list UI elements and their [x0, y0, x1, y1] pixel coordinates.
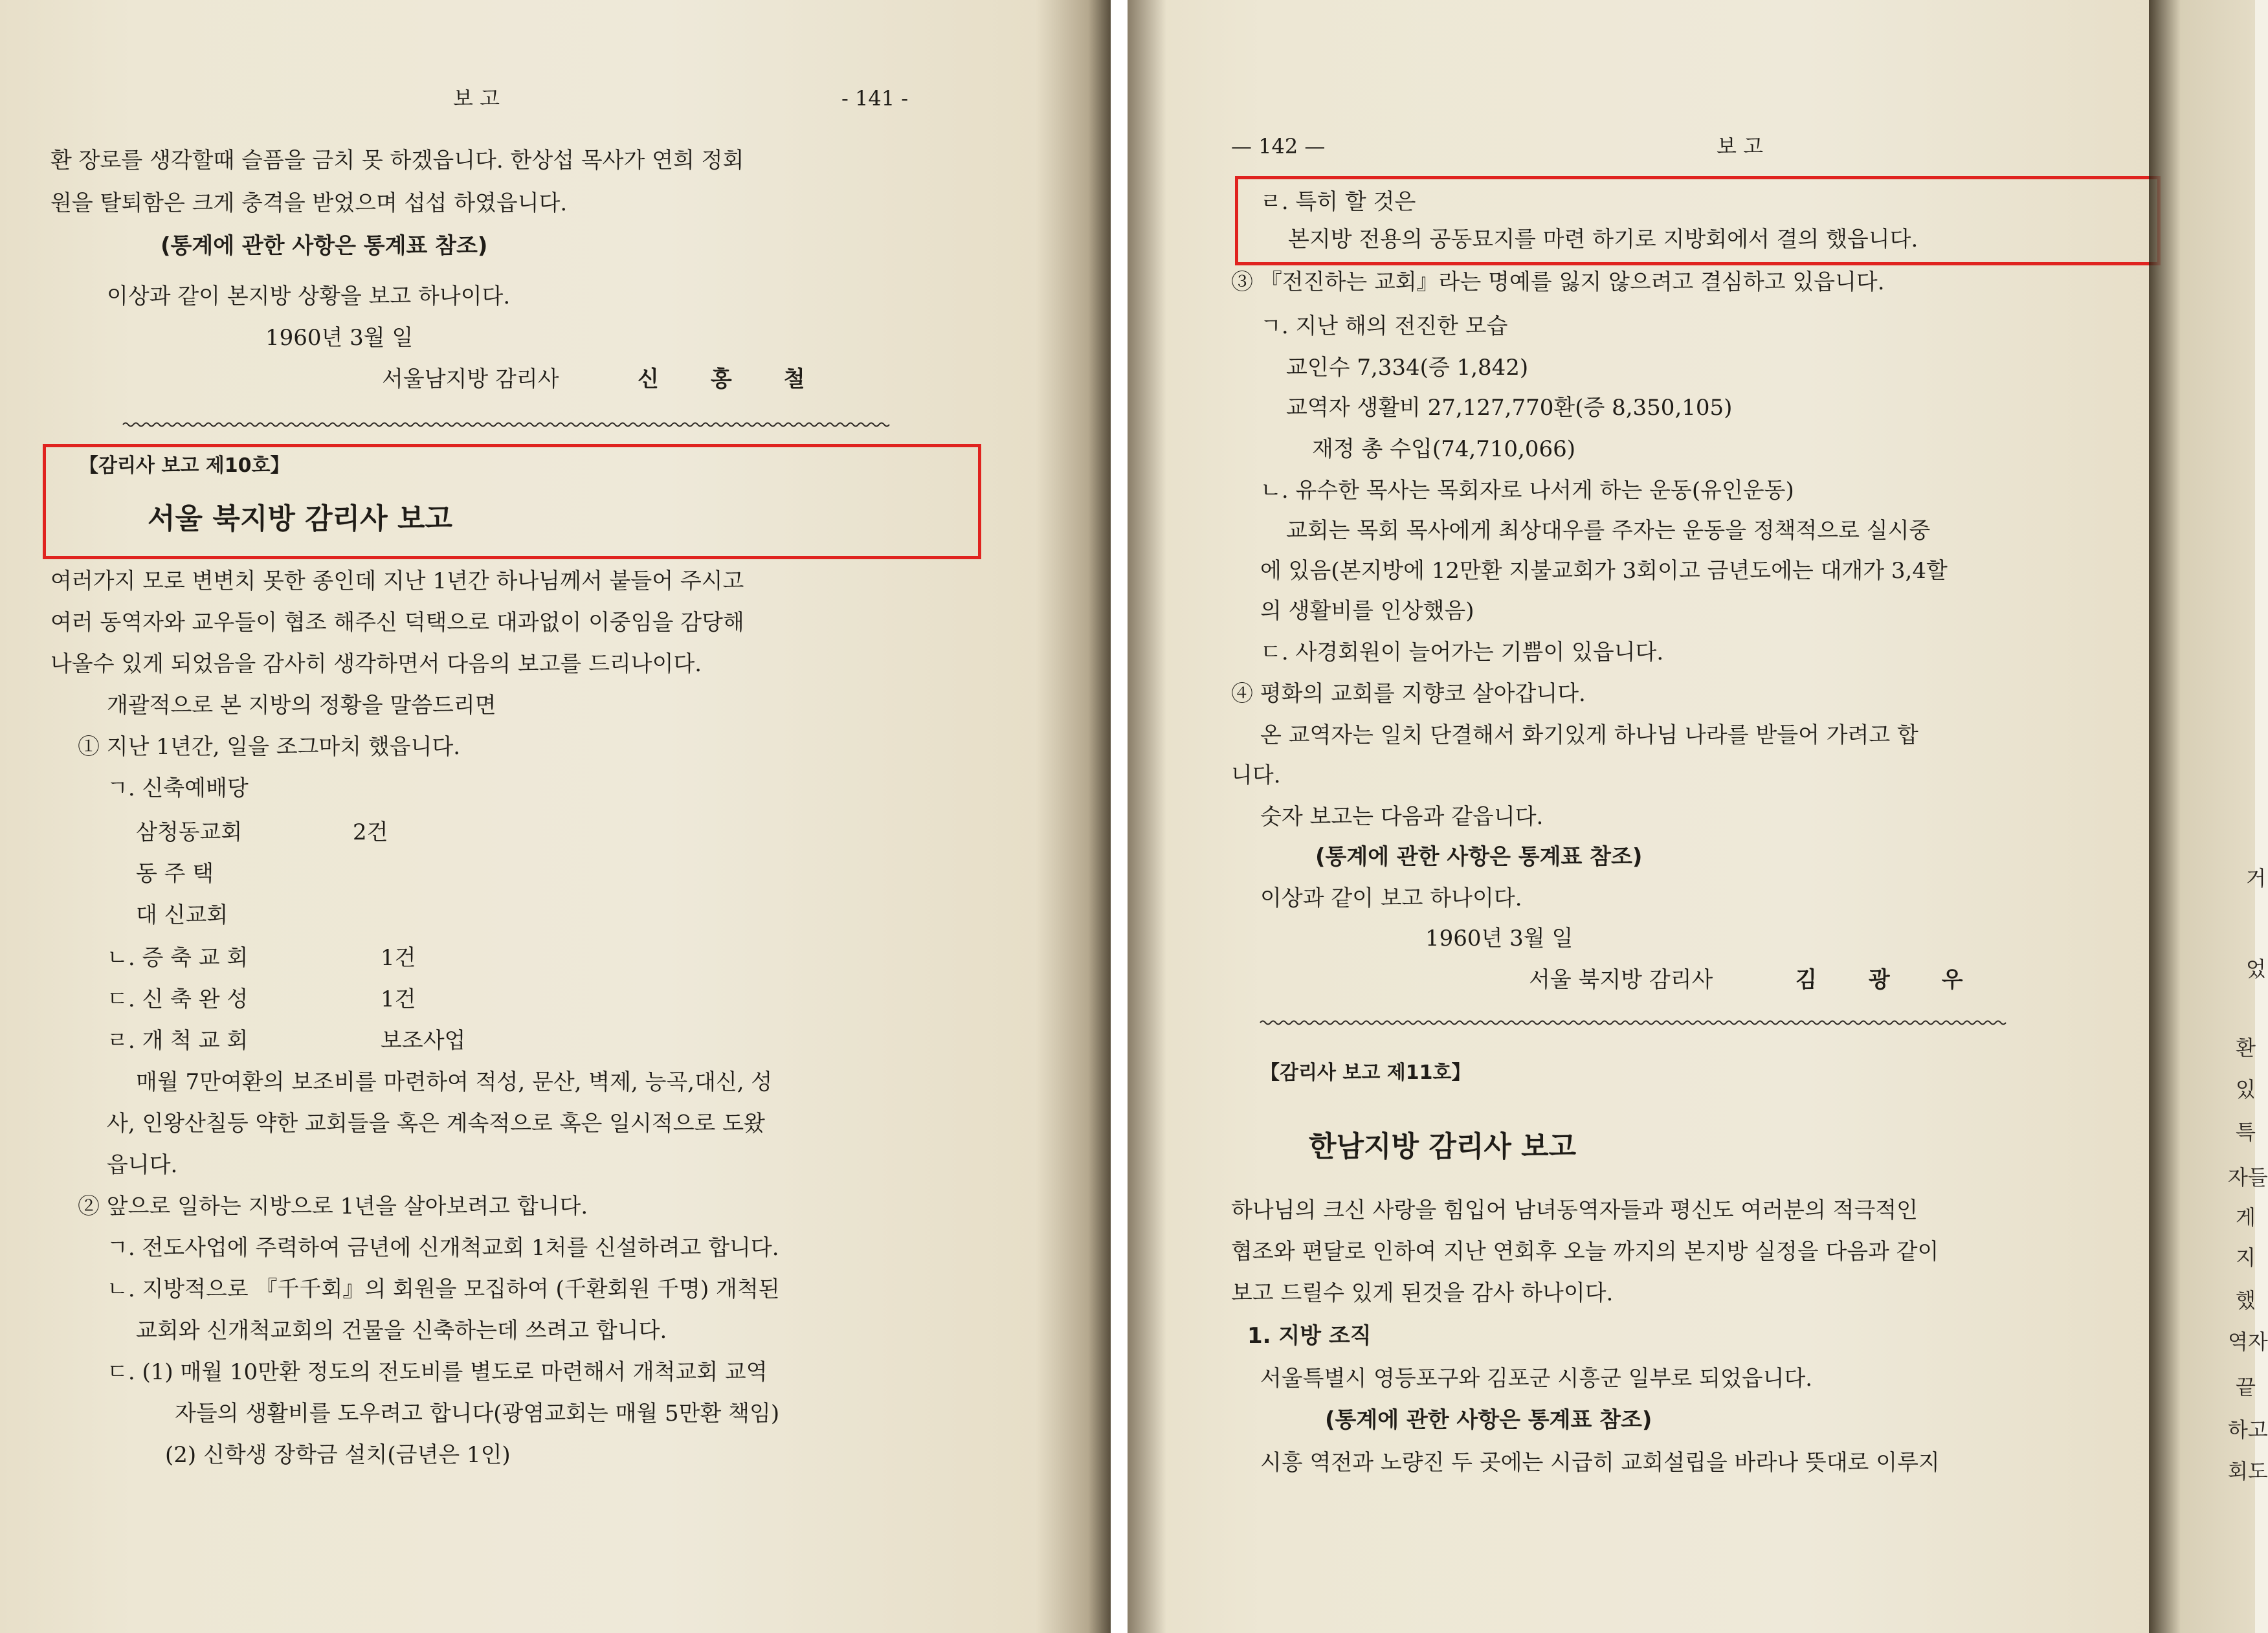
left-list-count: 1건: [381, 945, 416, 971]
edge-fragment: 게: [2236, 1205, 2256, 1230]
left-list-item: ㄴ. 증 축 교 회: [107, 945, 249, 971]
right-boxed-line-2: 본지방 전용의 공동묘지를 마련 하기로 지방회에서 결의 했읍니다.: [1288, 227, 1918, 252]
left-list-count: 보조사업: [381, 1028, 466, 1054]
edge-fragment: 거: [2246, 866, 2266, 891]
left-body-line: (2) 신학생 장학금 설치(금년은 1인): [165, 1442, 511, 1468]
left-date: 1960년 3월 일: [265, 325, 414, 351]
left-body-line: ② 앞으로 일하는 지방으로 1년을 살아보려고 합니다.: [78, 1194, 588, 1219]
right-section-heading: 1. 지방 조직: [1247, 1323, 1372, 1349]
left-body-line: 사, 인왕산칠등 약한 교회들을 혹은 계속적으로 혹은 일시적으로 도왔: [107, 1111, 765, 1137]
left-report-title: 서울 북지방 감리사 보고: [148, 502, 452, 535]
edge-fragment: 지: [2236, 1245, 2256, 1270]
right-body-line: 교인수 7,334(증 1,842): [1286, 355, 1529, 381]
edge-fragment: 환: [2236, 1036, 2256, 1060]
right-body2-line: 협조와 편달로 인하여 지난 연회후 오늘 까지의 본지방 실정을 다음과 같이: [1231, 1239, 1939, 1265]
edge-fragment: 있: [2236, 1077, 2256, 1102]
left-list-item: ㄹ. 개 척 교 회: [107, 1028, 249, 1054]
left-page-gutter-shadow: [1036, 0, 1111, 1633]
left-header-title: 보 고: [453, 86, 500, 111]
right-body-line: 에 있음(본지방에 12만환 지불교회가 3회이고 금년도에는 대개가 3,4할: [1260, 558, 1948, 584]
edge-fragment: 자들: [2228, 1165, 2268, 1190]
right-report-title: 한남지방 감리사 보고: [1309, 1130, 1577, 1163]
right-body-line: 니다.: [1231, 762, 1281, 788]
left-list-item: 대 신교회: [136, 902, 228, 928]
right-body-line: ④ 평화의 교회를 지향코 살아갑니다.: [1231, 681, 1586, 707]
left-list-item: 동 주 택: [136, 861, 214, 887]
left-list-item: ㄷ. 신 축 완 성: [107, 986, 249, 1012]
left-body-line: ㄱ. 전도사업에 주력하여 금년에 신개척교회 1처를 신설하려고 합니다.: [107, 1235, 779, 1261]
left-page-number: - 141 -: [841, 86, 909, 111]
edge-fragment: 끝: [2236, 1375, 2256, 1399]
left-body-line: 자들의 생활비를 도우려고 합니다(광염교회는 매월 5만환 책임): [175, 1401, 780, 1427]
left-body-line: ㄴ. 지방적으로 『千千회』의 회원을 모집하여 (千환회원 千명) 개척된: [107, 1276, 780, 1302]
right-body-line: 교회는 목회 목사에게 최상대우를 주자는 운동을 정책적으로 실시중: [1286, 518, 1931, 544]
right-body-line: 의 생활비를 인상했음): [1260, 598, 1474, 624]
right-body2-line: 서울특별시 영등포구와 김포군 시흥군 일부로 되었읍니다.: [1260, 1366, 1813, 1392]
right-body-line: 교역자 생활비 27,127,770환(증 8,350,105): [1286, 395, 1733, 421]
left-body-line: ㄱ. 신축예배당: [107, 775, 249, 801]
right-body-line: 숫자 보고는 다음과 같읍니다.: [1260, 804, 1544, 830]
left-body-line: ① 지난 1년간, 일을 조그마치 했읍니다.: [78, 734, 461, 760]
right-page: [1128, 0, 2268, 1633]
right-body-line: ㄷ. 사경회원이 늘어가는 기쁨이 있읍니다.: [1260, 639, 1664, 665]
right-wavy-divider: [1260, 1019, 2005, 1027]
left-body-line: 읍니다.: [107, 1152, 178, 1178]
left-list-item: 삼청동교회: [136, 819, 243, 845]
left-stats-note: (통계에 관한 사항은 통계표 참조): [161, 233, 488, 259]
edge-fragment: 하고: [2228, 1417, 2268, 1442]
left-prev-line-1: 환 장로를 생각할때 슬픔을 금치 못 하겠읍니다. 한상섭 목사가 연희 정회: [50, 148, 744, 173]
left-list-count: 1건: [381, 986, 416, 1012]
left-signature-name: 신홍철: [638, 366, 857, 392]
right-stats-note: (통계에 관한 사항은 통계표 참조): [1315, 844, 1643, 870]
right-signature-prefix: 서울 북지방 감리사: [1529, 967, 1713, 993]
left-body-line: 교회와 신개척교회의 건물을 신축하는데 쓰려고 합니다.: [136, 1318, 667, 1344]
right-header-title: 보 고: [1717, 134, 1763, 159]
left-body-line: 개괄적으로 본 지방의 정황을 말씀드리면: [107, 693, 496, 718]
left-body-line: 여러 동역자와 교우들이 협조 해주신 덕택으로 대과없이 이중임을 감당해: [50, 610, 744, 636]
right-body-line: ㄴ. 유수한 목사는 목회자로 나서게 하는 운동(유인운동): [1260, 478, 1794, 504]
left-body-line: 여러가지 모로 변변치 못한 종인데 지난 1년간 하나님께서 붙들어 주시고: [50, 568, 744, 594]
right-body2-line: 하나님의 크신 사랑을 힘입어 남녀동역자들과 평신도 여러분의 적극적인: [1231, 1197, 1918, 1223]
right-body-line: 재정 총 수입(74,710,066): [1312, 436, 1576, 462]
edge-fragment: 했: [2236, 1288, 2256, 1313]
right-closing: 이상과 같이 보고 하나이다.: [1260, 885, 1522, 911]
left-body-line: 매월 7만여환의 보조비를 마련하여 적성, 문산, 벽제, 능곡,대신, 성: [136, 1069, 773, 1095]
edge-fragment: 특: [2236, 1120, 2256, 1144]
left-list-count: 2건: [353, 819, 388, 845]
right-date: 1960년 3월 일: [1425, 926, 1573, 951]
page-divider: [1111, 0, 1128, 1633]
right-body2-line: 시흥 역전과 노량진 두 곳에는 시급히 교회설립을 바라나 뜻대로 이루지: [1260, 1450, 1940, 1476]
right-body-line: 온 교역자는 일치 단결해서 화기있게 하나님 나라를 받들어 가려고 합: [1260, 722, 1918, 748]
left-report-tag: 【감리사 보고 제10호】: [79, 454, 290, 477]
right-body-line: ㄱ. 지난 해의 전진한 모습: [1260, 313, 1508, 339]
left-body-line: 나올수 있게 되었음을 감사히 생각하면서 다음의 보고를 드리나이다.: [50, 651, 702, 677]
left-signature-prefix: 서울남지방 감리사: [382, 366, 559, 392]
edge-fragment: 었: [2246, 957, 2266, 981]
right-boxed-line-1: ㄹ. 특히 할 것은: [1260, 189, 1416, 215]
right-signature-name: 김광우: [1796, 967, 2015, 993]
left-body-line: ㄷ. (1) 매월 10만환 정도의 전도비를 별도로 마련해서 개척교회 교역: [107, 1359, 768, 1385]
right-page-number: — 142 —: [1231, 134, 1326, 159]
right-page-gutter-shadow: [1128, 0, 1166, 1633]
edge-fragment: 역자: [2228, 1329, 2268, 1354]
left-closing: 이상과 같이 본지방 상황을 보고 하나이다.: [107, 283, 511, 309]
left-prev-line-2: 원을 탈퇴함은 크게 충격을 받었으며 섭섭 하였읍니다.: [50, 190, 568, 216]
left-wavy-divider: [123, 421, 887, 428]
edge-fragment: 회도: [2228, 1459, 2268, 1483]
right-body-line: ③ 『전진하는 교회』라는 명예를 잃지 않으려고 결심하고 있읍니다.: [1231, 269, 1885, 295]
right-body2-line: 보고 드릴수 있게 된것을 감사 하나이다.: [1231, 1280, 1614, 1306]
right-stats-note-2: (통계에 관한 사항은 통계표 참조): [1325, 1407, 1652, 1433]
left-page: [0, 0, 1111, 1633]
right-report-tag: 【감리사 보고 제11호】: [1260, 1061, 1471, 1084]
